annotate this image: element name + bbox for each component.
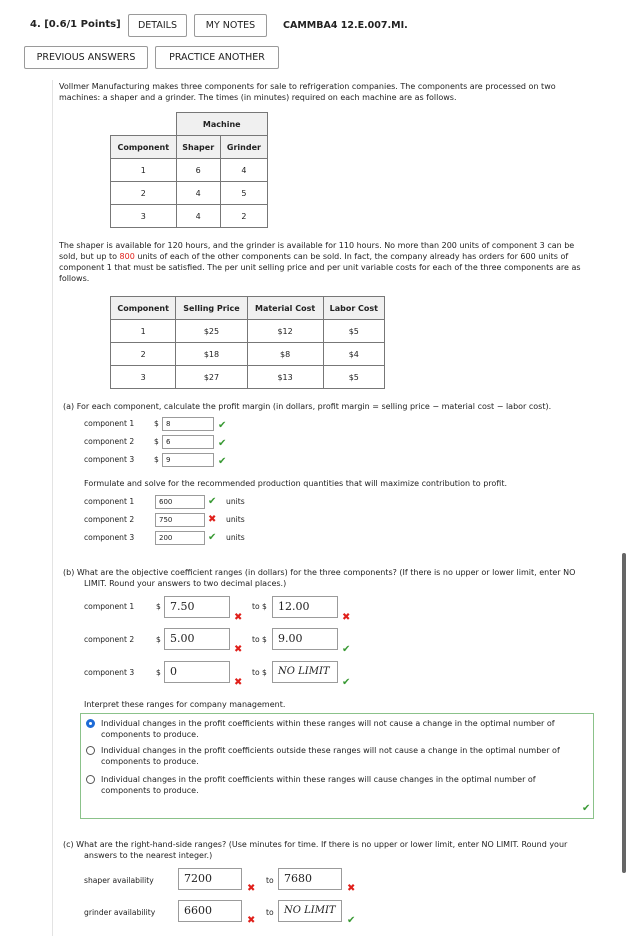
option-text-3-cont: components to produce.	[101, 786, 199, 795]
table-cell: 2	[111, 182, 177, 205]
table-cell: 4	[176, 205, 220, 228]
incorrect-icon: ✖	[208, 514, 217, 525]
part-a-question: (a) For each component, calculate the profit margin (in dollars, profit margin = selling price − material cost − labor cost).	[63, 402, 552, 411]
table-row	[111, 343, 385, 366]
quantity-input-2[interactable]: 750	[155, 513, 205, 527]
incorrect-icon: ✖	[247, 883, 256, 894]
availability-line-4: follows.	[59, 274, 90, 283]
to-label: to $	[252, 602, 267, 611]
intro-line-2: machines: a shaper and a grinder. The times (in minutes) required on each machine are as follows.	[59, 93, 457, 102]
part-b-question-line-2: LIMIT. Round your answers to two decimal places.)	[84, 579, 287, 588]
table-cell: $12	[247, 320, 323, 343]
range-high-input-3[interactable]: NO LIMIT	[272, 661, 338, 683]
range-label-2: component 2	[84, 635, 135, 644]
shaper-high-input[interactable]: 7680	[278, 868, 342, 890]
grinder-availability-label: grinder availability	[84, 908, 156, 917]
table-corner	[111, 113, 177, 136]
correct-icon: ✔	[342, 677, 351, 688]
table-cell: 1	[111, 320, 176, 343]
margin-label-2: component 2	[84, 437, 135, 446]
option-text-2-cont: components to produce.	[101, 757, 199, 766]
table-row	[111, 182, 268, 205]
scrollbar[interactable]	[622, 553, 626, 873]
currency-symbol: $	[156, 635, 161, 644]
part-c-question-line-2: answers to the nearest integer.)	[84, 851, 213, 860]
quantity-input-3[interactable]: 200	[155, 531, 205, 545]
table-cell: $4	[323, 343, 384, 366]
my-notes-button[interactable]: MY NOTES	[194, 14, 267, 37]
interpret-text: Interpret these ranges for company management.	[84, 700, 286, 709]
incorrect-icon: ✖	[234, 677, 243, 688]
practice-another-button[interactable]: PRACTICE ANOTHER	[155, 46, 279, 69]
table-cell: 3	[111, 205, 177, 228]
table-header: Shaper	[176, 136, 220, 159]
margin-input-2[interactable]: 6	[162, 435, 214, 449]
option-radio-3[interactable]	[86, 775, 95, 784]
table-cell: 4	[176, 182, 220, 205]
correct-icon: ✔	[208, 532, 217, 543]
table-header: Selling Price	[176, 297, 247, 320]
grinder-low-input[interactable]: 6600	[178, 900, 242, 922]
text-segment: sold, but up to	[59, 252, 120, 261]
table-row	[111, 205, 268, 228]
correct-icon: ✔	[218, 420, 227, 431]
problem-code: CAMMBA4 12.E.007.MI.	[283, 20, 408, 31]
intro-line-1: Vollmer Manufacturing makes three components for sale to refrigeration companies. The components are processed on two	[59, 82, 556, 91]
correct-icon: ✔	[218, 438, 227, 449]
table-header: Material Cost	[247, 297, 323, 320]
incorrect-icon: ✖	[342, 612, 351, 623]
table-row	[111, 320, 385, 343]
table-cell: 2	[111, 343, 176, 366]
range-low-input-1[interactable]: 7.50	[164, 596, 230, 618]
question-number: 4. [0.6/1 Points]	[30, 19, 121, 30]
range-high-input-1[interactable]: 12.00	[272, 596, 338, 618]
highlighted-number: 800	[119, 252, 135, 261]
to-label: to	[266, 908, 274, 917]
table-cell: 6	[176, 159, 220, 182]
unit-label: units	[226, 497, 245, 506]
table-header: Component	[111, 297, 176, 320]
table-row	[111, 366, 385, 389]
part-b-question-line-1: (b) What are the objective coefficient ranges (in dollars) for the three components? (If there is no upper or lower limit, enter NO	[63, 568, 576, 577]
range-low-input-2[interactable]: 5.00	[164, 628, 230, 650]
table-cell: $18	[176, 343, 247, 366]
correct-icon: ✔	[208, 496, 217, 507]
table-cell: $27	[176, 366, 247, 389]
option-radio-2[interactable]	[86, 746, 95, 755]
table-cell: $25	[176, 320, 247, 343]
range-label-3: component 3	[84, 668, 135, 677]
currency-symbol: $	[154, 437, 159, 446]
currency-symbol: $	[156, 668, 161, 677]
currency-symbol: $	[154, 419, 159, 428]
table-header: Component	[111, 136, 177, 159]
option-text-2: Individual changes in the profit coefficients outside these ranges will not cause a change in the optimal number of	[101, 746, 560, 755]
table-cell: 5	[220, 182, 267, 205]
question-header	[0, 0, 633, 82]
unit-label: units	[226, 515, 245, 524]
machine-time-table	[110, 112, 268, 228]
to-label: to $	[252, 635, 267, 644]
quantity-label-3: component 3	[84, 533, 135, 542]
incorrect-icon: ✖	[234, 644, 243, 655]
currency-symbol: $	[154, 455, 159, 464]
machine-group-header: Machine	[176, 113, 268, 136]
table-cell: 3	[111, 366, 176, 389]
incorrect-icon: ✖	[247, 915, 256, 926]
incorrect-icon: ✖	[234, 612, 243, 623]
availability-line-1: The shaper is available for 120 hours, and the grinder is available for 110 hours. No more than 200 units of component 3 can be	[59, 241, 575, 250]
table-cell: $5	[323, 320, 384, 343]
cost-table	[110, 296, 385, 389]
table-header: Labor Cost	[323, 297, 384, 320]
range-low-input-3[interactable]: 0	[164, 661, 230, 683]
option-radio-1[interactable]	[86, 719, 95, 728]
table-cell: 1	[111, 159, 177, 182]
margin-input-1[interactable]: 8	[162, 417, 214, 431]
to-label: to	[266, 876, 274, 885]
correct-icon: ✔	[347, 915, 356, 926]
margin-label-3: component 3	[84, 455, 135, 464]
correct-icon: ✔	[342, 644, 351, 655]
part-c-question-line-1: (c) What are the right-hand-side ranges? (Use minutes for time. If there is no upper or lower limit, enter NO LIMIT. Round your	[63, 840, 568, 849]
details-button[interactable]: DETAILS	[128, 14, 187, 37]
grinder-high-input[interactable]: NO LIMIT	[278, 900, 342, 922]
shaper-availability-label: shaper availability	[84, 876, 154, 885]
correct-icon: ✔	[582, 803, 591, 814]
quantity-input-1[interactable]: 600	[155, 495, 205, 509]
table-cell: $5	[323, 366, 384, 389]
formulate-text: Formulate and solve for the recommended production quantities that will maximize contribution to profit.	[84, 479, 508, 488]
quantity-label-1: component 1	[84, 497, 135, 506]
correct-icon: ✔	[218, 456, 227, 467]
table-cell: $8	[247, 343, 323, 366]
range-high-input-2[interactable]: 9.00	[272, 628, 338, 650]
margin-input-3[interactable]: 9	[162, 453, 214, 467]
option-text-3: Individual changes in the profit coefficients within these ranges will cause changes in the optimal number of	[101, 775, 536, 784]
table-cell: $13	[247, 366, 323, 389]
unit-label: units	[226, 533, 245, 542]
to-label: to $	[252, 668, 267, 677]
currency-symbol: $	[156, 602, 161, 611]
option-text-1: Individual changes in the profit coefficients within these ranges will not cause a change in the optimal number of	[101, 719, 555, 728]
margin-label-1: component 1	[84, 419, 135, 428]
table-cell: 2	[220, 205, 267, 228]
range-label-1: component 1	[84, 602, 135, 611]
shaper-low-input[interactable]: 7200	[178, 868, 242, 890]
option-text-1-cont: components to produce.	[101, 730, 199, 739]
table-row	[111, 159, 268, 182]
availability-line-2	[59, 252, 568, 263]
table-header: Grinder	[220, 136, 267, 159]
quantity-label-2: component 2	[84, 515, 135, 524]
incorrect-icon: ✖	[347, 883, 356, 894]
availability-line-3: component 1 that must be satisfied. The per unit selling price and per unit variable costs for each of the three components are as	[59, 263, 581, 272]
table-cell: 4	[220, 159, 267, 182]
previous-answers-button[interactable]: PREVIOUS ANSWERS	[24, 46, 148, 69]
text-segment: units of each of the other components can be sold. In fact, the company already has orders for 600 units of	[134, 252, 569, 261]
